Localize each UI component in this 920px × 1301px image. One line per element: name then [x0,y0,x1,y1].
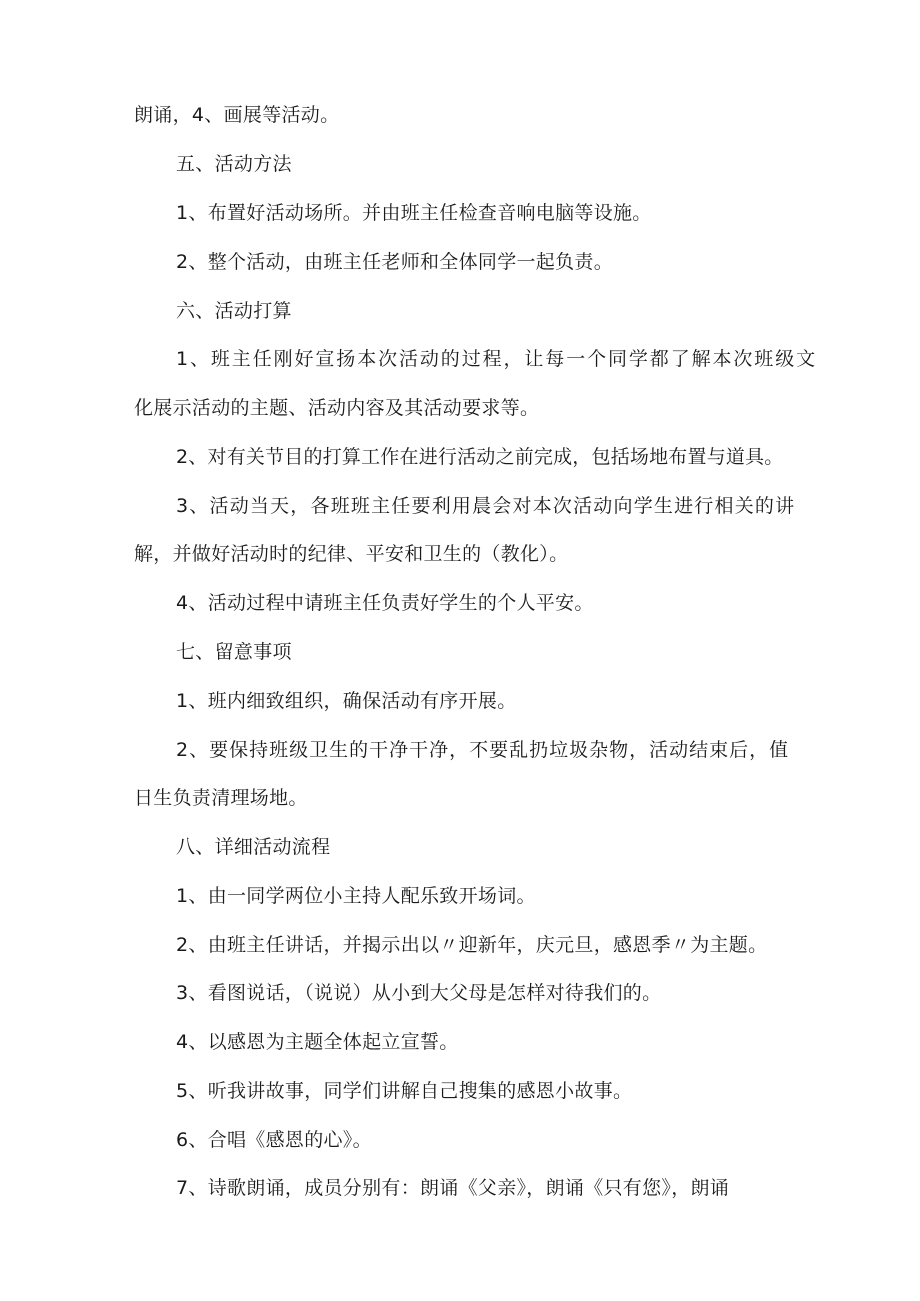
paragraph-line: 1、由一同学两位小主持人配乐致开场词。 [176,885,536,907]
paragraph-line: 4、活动过程中请班主任负责好学生的个人平安。 [176,592,594,614]
paragraph-line: 5、听我讲故事，同学们讲解自己搜集的感恩小故事。 [176,1080,633,1102]
paragraph-line: 日生负责清理场地。 [134,787,308,809]
paragraph-line: 1、班内细致组织，确保活动有序开展。 [176,690,517,712]
paragraph-line: 3、看图说话，（说说）从小到大父母是怎样对待我们的。 [176,982,662,1004]
paragraph-line: 解，并做好活动时的纪律、平安和卫生的（教化）。 [134,543,569,565]
paragraph-line: 朗诵，4、画展等活动。 [134,104,340,126]
paragraph-line: 1、班主任刚好宣扬本次活动的过程，让每一个同学都了解本次班级文 [176,348,817,370]
paragraph-line: 4、以感恩为主题全体起立宣誓。 [176,1031,459,1053]
section-heading: 六、活动打算 [176,300,292,322]
section-heading: 五、活动方法 [176,153,292,175]
paragraph-line: 化展示活动的主题、活动内容及其活动要求等。 [134,397,540,419]
paragraph-line: 6、合唱《感恩的心》。 [176,1129,372,1151]
section-heading: 八、详细活动流程 [176,836,331,858]
paragraph-line: 2、整个活动，由班主任老师和全体同学一起负责。 [176,251,613,273]
paragraph-line: 7、诗歌朗诵，成员分别有：朗诵《父亲》，朗诵《只有您》，朗诵 [176,1177,730,1199]
paragraph-line: 3、活动当天，各班班主任要利用晨会对本次活动向学生进行相关的讲 [176,495,796,517]
paragraph-line: 1、布置好活动场所。并由班主任检查音响电脑等设施。 [176,202,652,224]
paragraph-line: 2、要保持班级卫生的干净干净，不要乱扔垃圾杂物，活动结束后，值 [176,739,790,761]
paragraph-line: 2、对有关节目的打算工作在进行活动之前完成，包括场地布置与道具。 [176,446,784,468]
paragraph-line: 2、由班主任讲话，并揭示出以〃迎新年，庆元旦，感恩季〃为主题。 [176,934,768,956]
section-heading: 七、留意事项 [176,641,292,663]
